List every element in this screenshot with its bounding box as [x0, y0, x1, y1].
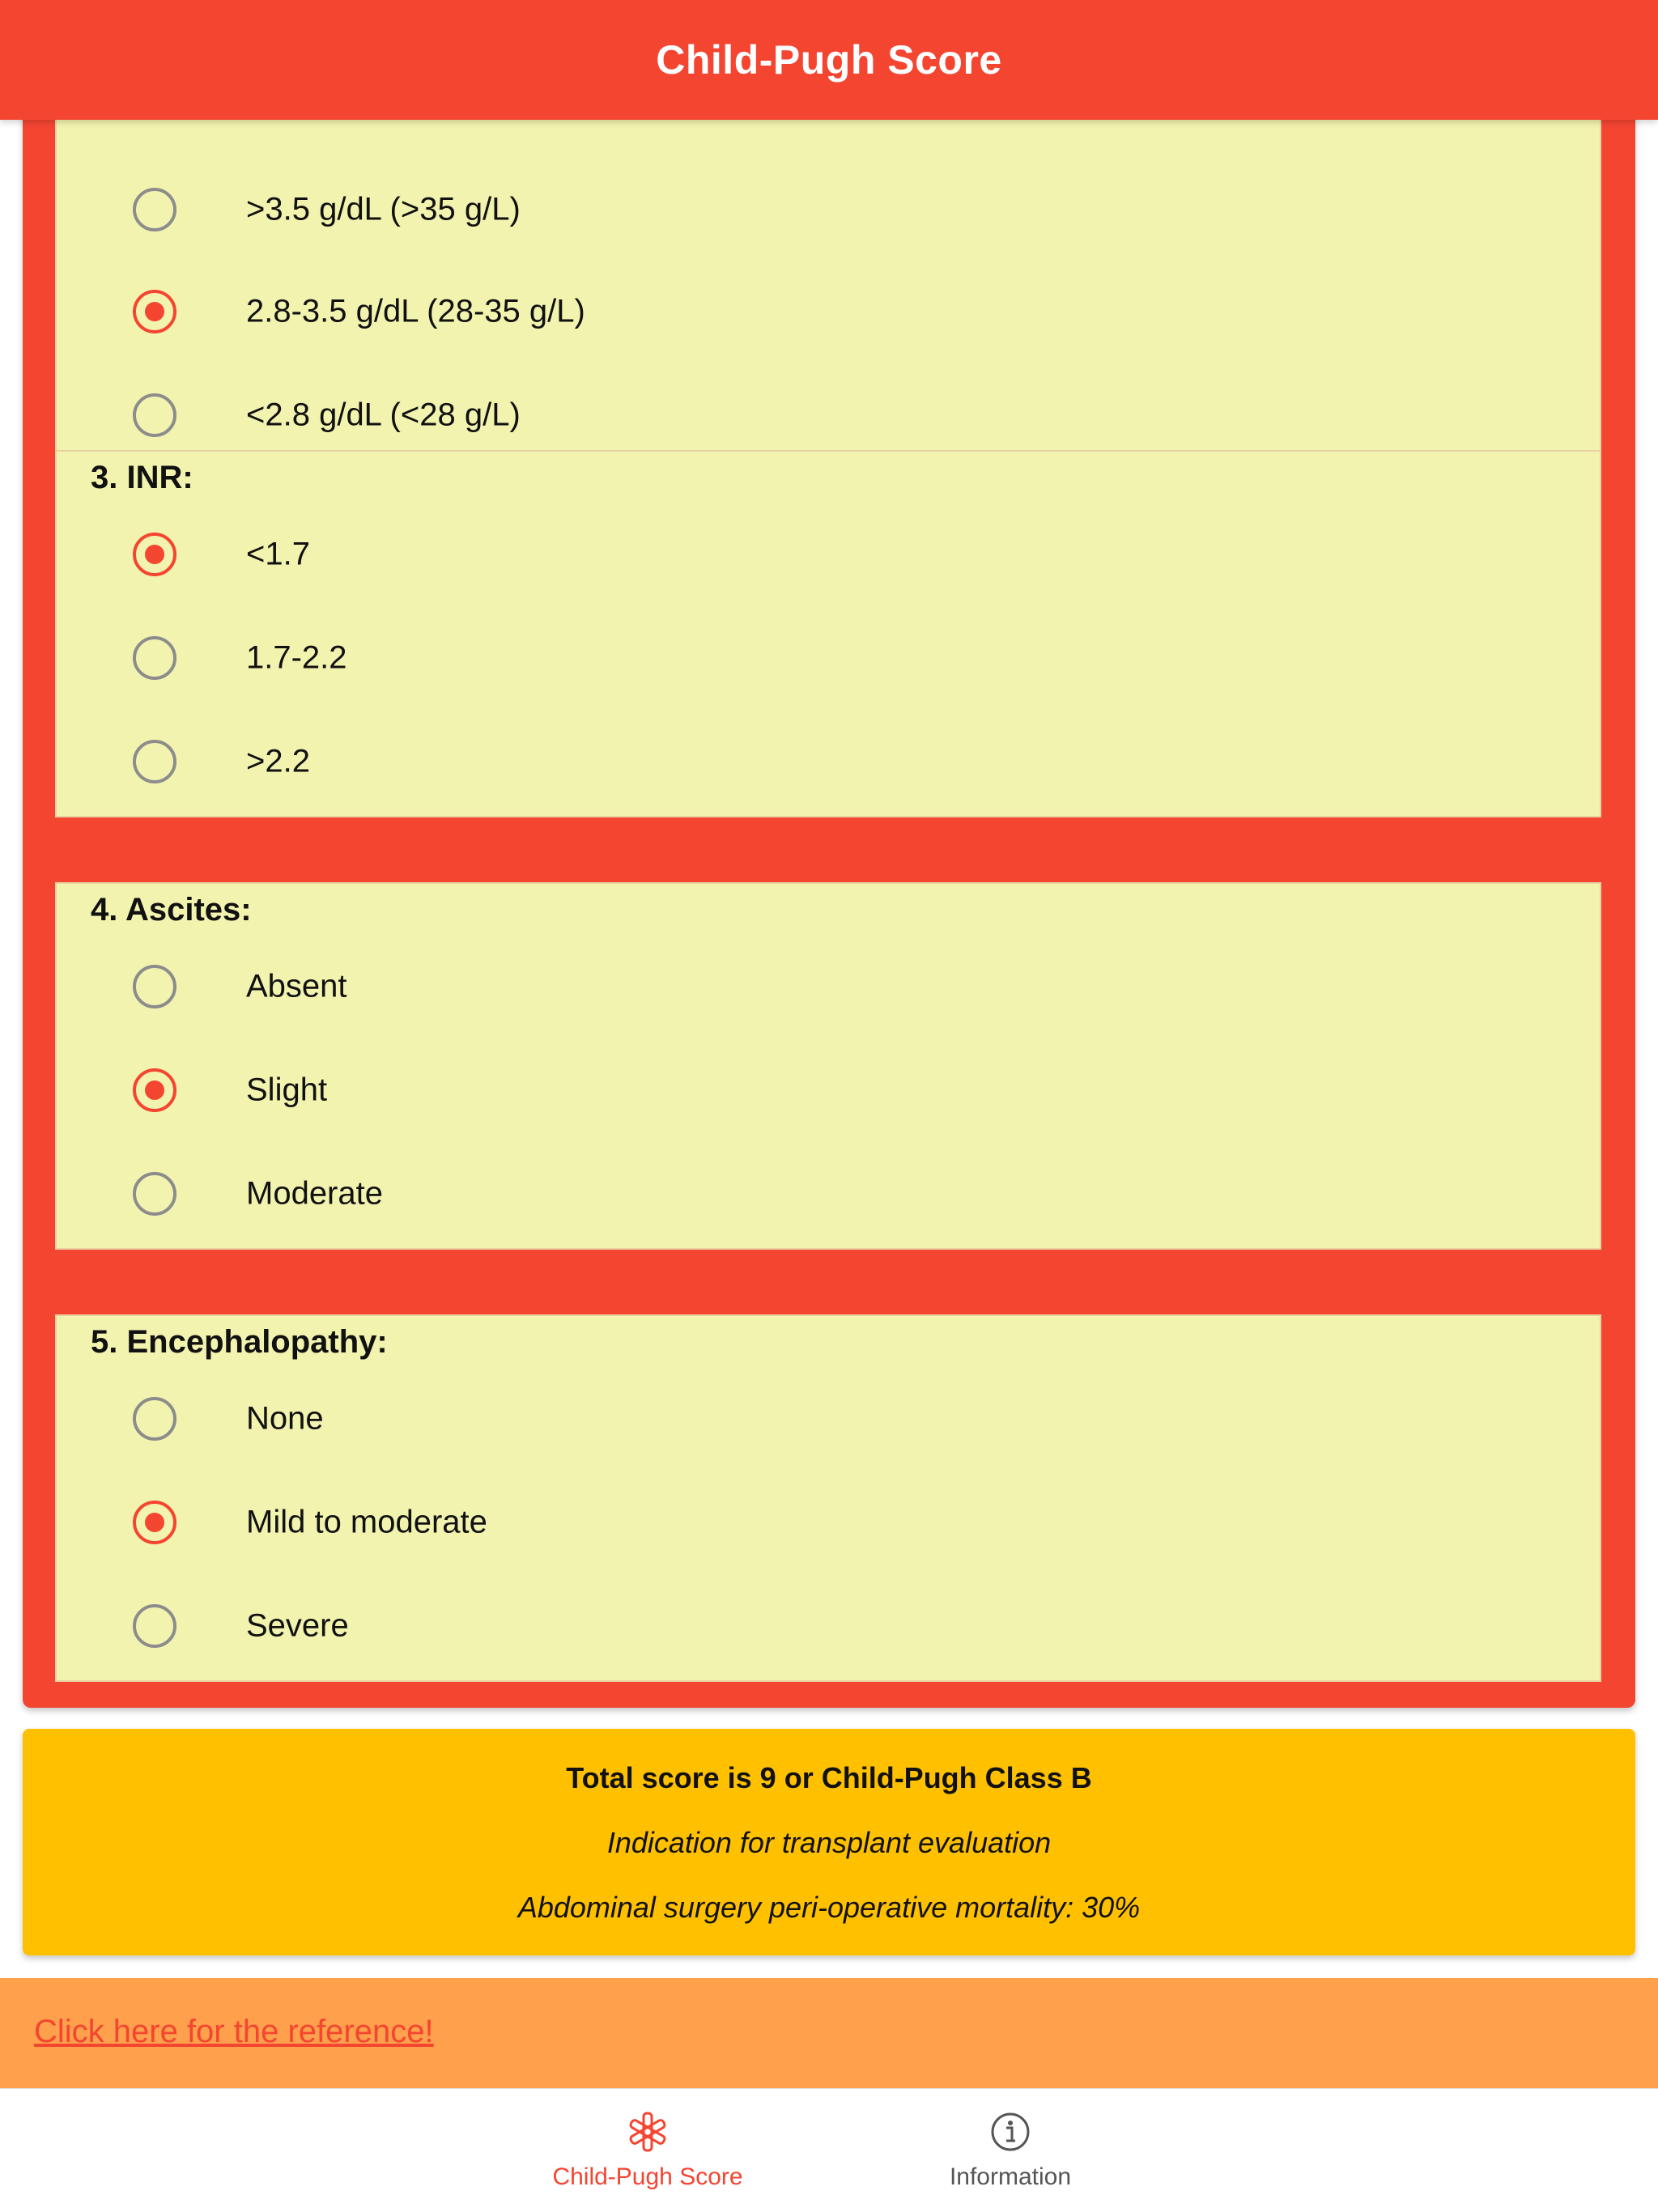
radio-button[interactable] [133, 533, 176, 576]
total-score-text: Total score is 9 or Child-Pugh Class B [566, 1761, 1092, 1794]
question-title: 4. Ascites: [91, 892, 252, 928]
inr-option-3[interactable] [57, 725, 1600, 798]
questions-panel [23, 81, 1635, 1708]
option-label: Severe [246, 1607, 349, 1644]
reference-link[interactable]: Click here for the reference! [34, 2014, 434, 2049]
inr-option-1[interactable] [57, 518, 1600, 591]
option-label: None [246, 1400, 324, 1437]
ascites-option-2[interactable] [57, 1054, 1600, 1127]
encephalopathy-option-2[interactable] [57, 1486, 1600, 1559]
indication-text: Indication for transplant evaluation [606, 1826, 1052, 1859]
question-title: 5. Encephalopathy: [91, 1324, 388, 1360]
encephalopathy-card [55, 1314, 1601, 1682]
ascites-option-1[interactable] [57, 950, 1600, 1023]
option-label: <2.8 g/dL (<28 g/L) [246, 397, 521, 433]
mortality-text: Abdominal surgery peri-operative mortality: 30% [517, 1891, 1141, 1924]
radio-button[interactable] [133, 740, 176, 783]
radio-button[interactable] [133, 1604, 176, 1648]
option-label: Absent [246, 968, 347, 1004]
tab-label: Child-Pugh Score [552, 2163, 743, 2190]
radio-button[interactable] [133, 188, 176, 231]
option-label: >2.2 [246, 743, 310, 779]
reference-bar [0, 1978, 1658, 2088]
option-label: >3.5 g/dL (>35 g/L) [246, 191, 521, 227]
tab-label: Information [949, 2163, 1072, 2190]
radio-button[interactable] [133, 1068, 176, 1112]
asterisk-icon [626, 2110, 670, 2154]
option-label: Slight [246, 1072, 328, 1108]
radio-button[interactable] [133, 1397, 176, 1441]
encephalopathy-option-3[interactable] [57, 1590, 1600, 1662]
ascites-option-3[interactable] [57, 1157, 1600, 1230]
radio-button[interactable] [133, 1172, 176, 1216]
ascites-card [55, 882, 1601, 1250]
option-label: Moderate [246, 1175, 383, 1212]
radio-button[interactable] [133, 393, 176, 437]
tab-bar [0, 2088, 1658, 2212]
encephalopathy-option-1[interactable] [57, 1382, 1600, 1455]
albumin-option-1[interactable] [57, 173, 1600, 246]
inr-card [55, 450, 1601, 817]
question-title: 3. INR: [91, 460, 193, 495]
navigation-bar [0, 0, 1658, 120]
radio-button[interactable] [133, 965, 176, 1008]
option-label: 2.8-3.5 g/dL (28-35 g/L) [246, 293, 585, 329]
albumin-option-3[interactable] [57, 379, 1600, 452]
result-panel [23, 1729, 1635, 1955]
info-circle-icon [988, 2110, 1032, 2154]
tab-information[interactable] [881, 2089, 1140, 2212]
tab-child-pugh-score[interactable] [518, 2089, 777, 2212]
inr-option-2[interactable] [57, 622, 1600, 694]
option-label: 1.7-2.2 [246, 639, 347, 676]
option-label: <1.7 [246, 536, 310, 572]
radio-button[interactable] [133, 636, 176, 680]
radio-button[interactable] [133, 1501, 176, 1544]
option-label: Mild to moderate [246, 1504, 487, 1540]
albumin-option-2[interactable] [57, 275, 1600, 348]
radio-button[interactable] [133, 290, 176, 333]
page-title: Child-Pugh Score [656, 37, 1002, 83]
